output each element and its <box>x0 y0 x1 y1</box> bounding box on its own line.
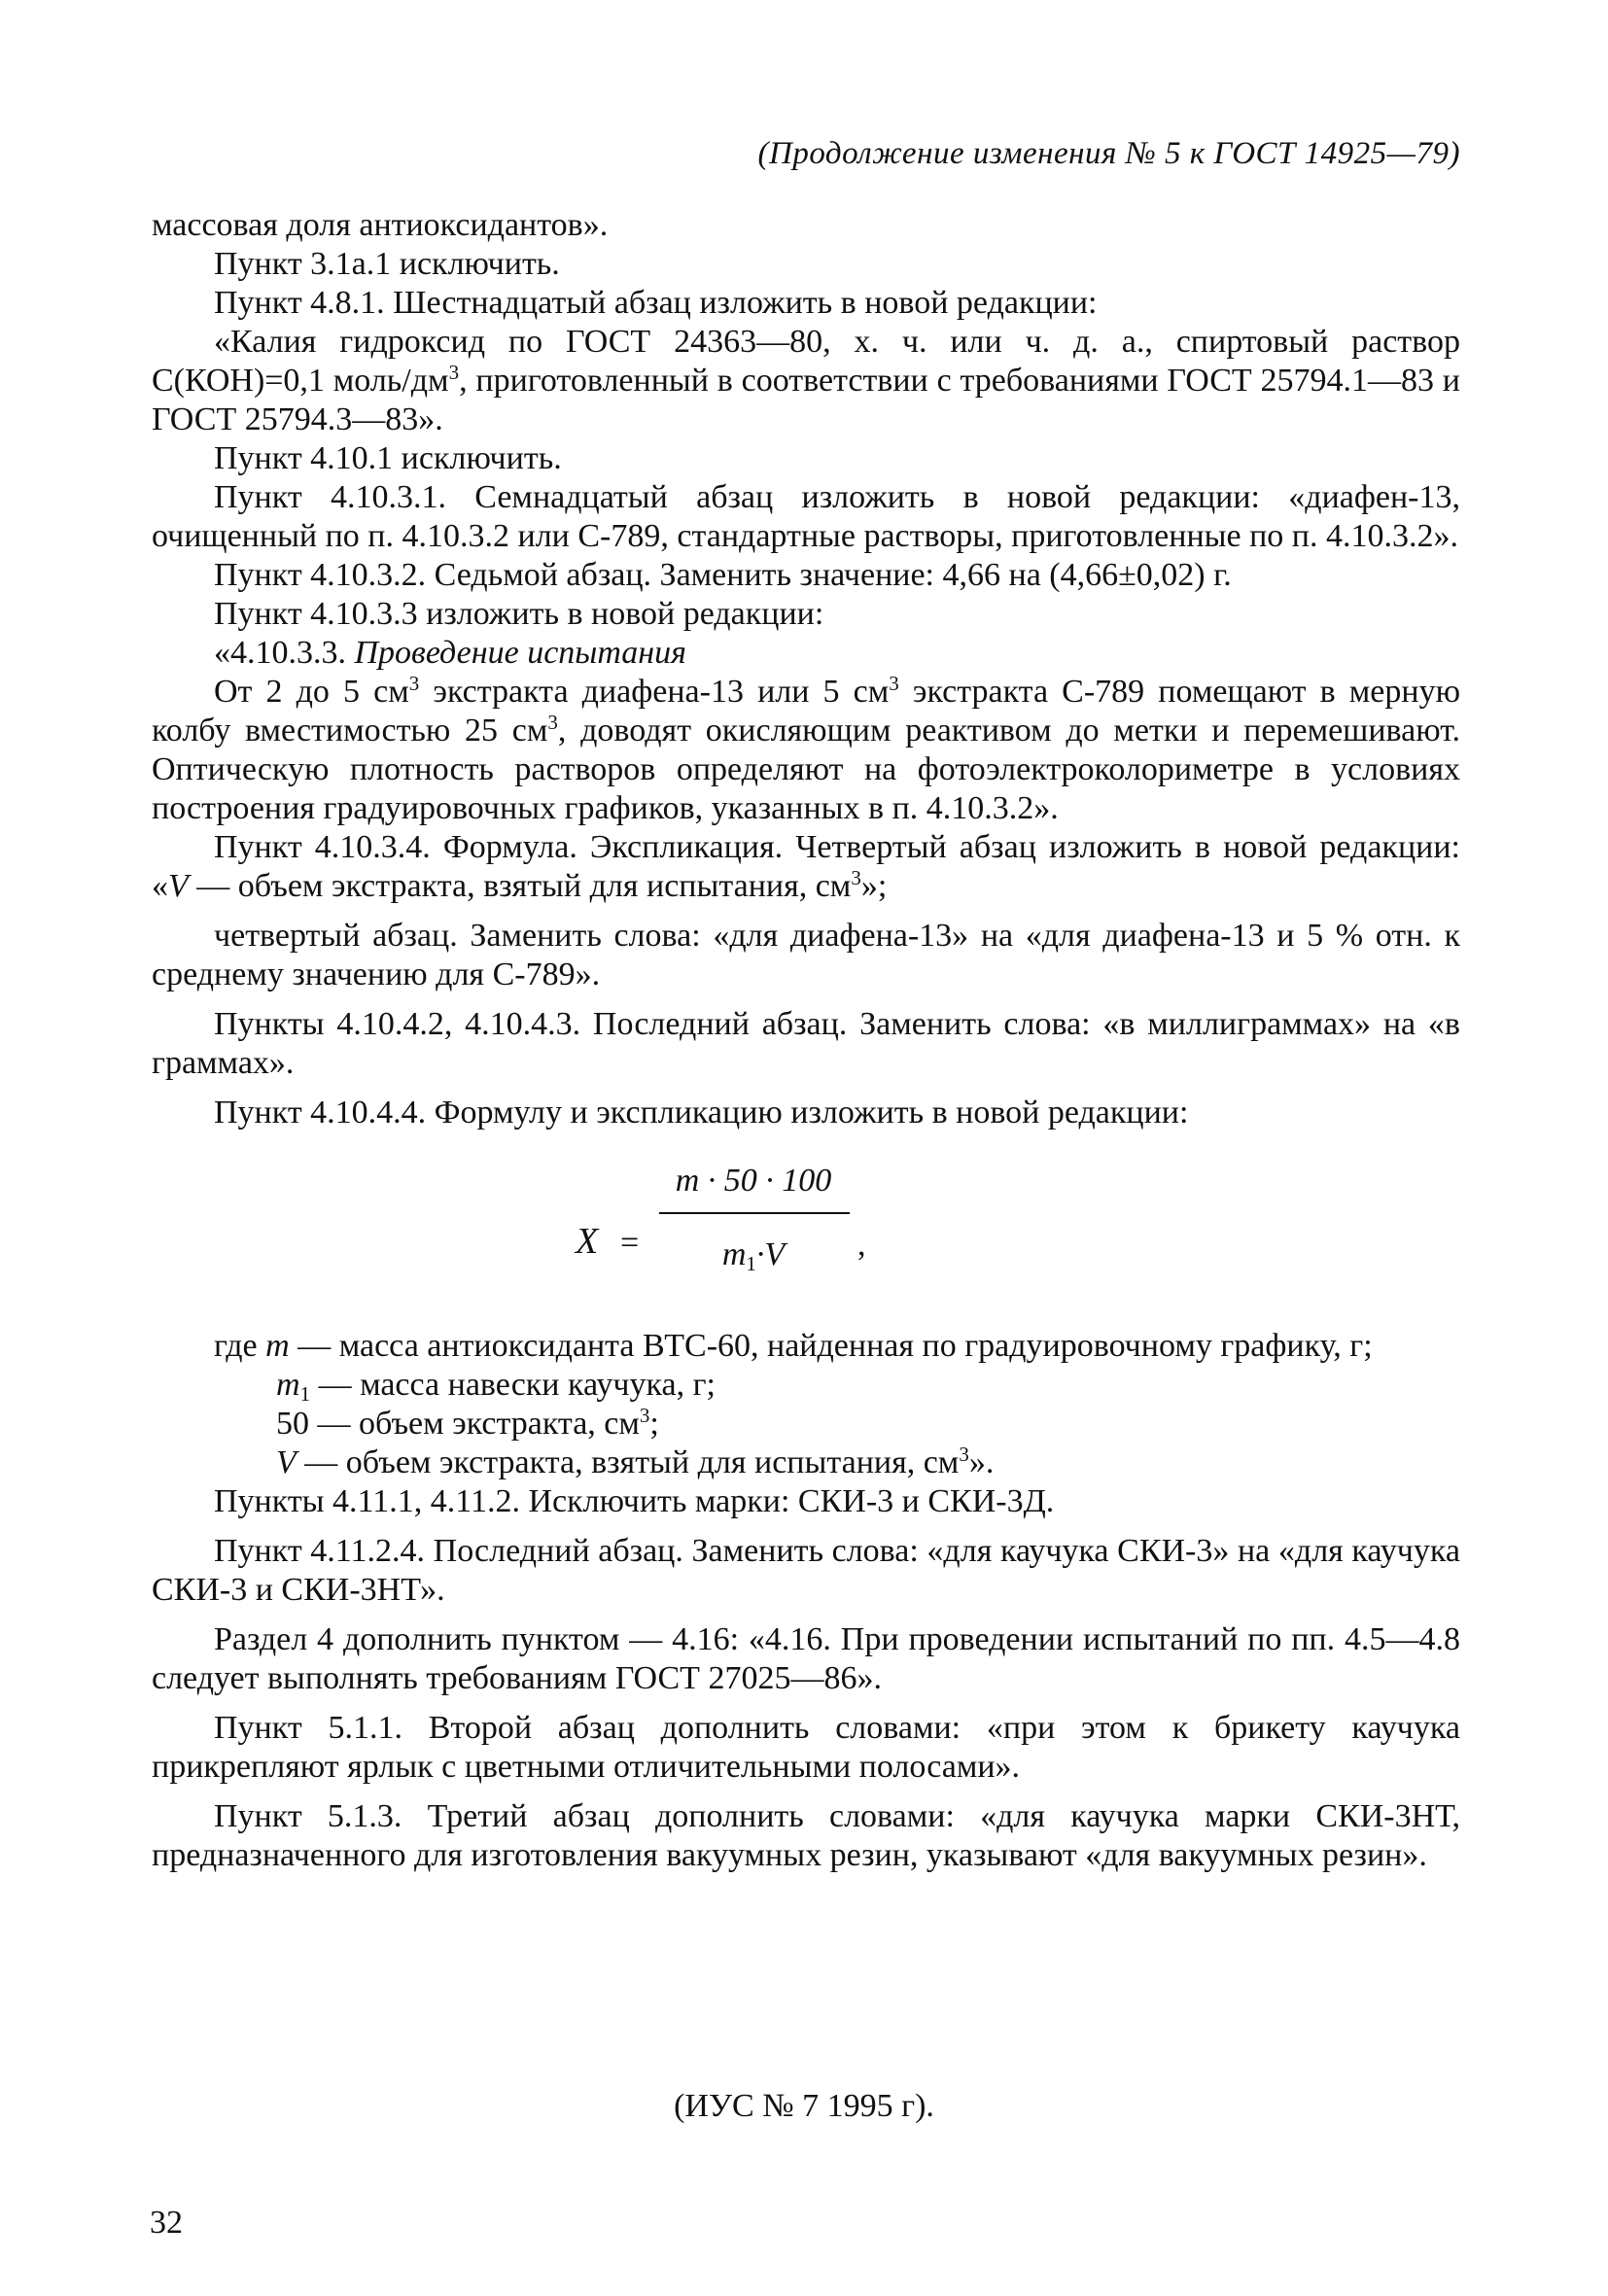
where-line <box>152 1405 1460 1444</box>
text-run: «Калия гидроксид по ГОСТ 24363—80, х. ч. или ч. д. а., спиртовый раствор <box>214 324 1460 360</box>
where-line <box>152 1444 1460 1482</box>
superscript: 3 <box>959 1443 969 1466</box>
text-run: , доводят окисляющим реактивом до метки и перемешивают. Оптическую плотность растворов определяют на фотоэлектроколориметре в условиях построения градуировочных графиков, указанных в п. 4.10.3.2». <box>152 713 1460 826</box>
paragraph: Пункт 5.1.1. Второй абзац дополнить словами: «при этом к брикету каучука прикрепляют ярлык с цветными отличительными полосами». <box>152 1710 1460 1785</box>
page-number: 32 <box>150 2205 183 2241</box>
paragraph: Пункт 4.8.1. Шестнадцатый абзац изложить в новой редакции: <box>214 285 1098 321</box>
paragraph: Пункты 4.10.4.2, 4.10.4.3. Последний абзац. Заменить слова: «в миллиграммах» на «в граммах». <box>152 1006 1460 1081</box>
paragraph: Пункт 4.10.4.4. Формулу и экспликацию изложить в новой редакции: <box>214 1095 1189 1131</box>
running-header: (Продолжение изменения № 5 к ГОСТ 14925—79) <box>757 136 1460 171</box>
variable-v: V <box>276 1444 297 1480</box>
variable-m1: m <box>276 1367 300 1403</box>
formula-lhs: X <box>576 1221 599 1262</box>
where-line <box>152 1366 1460 1405</box>
paragraph: Раздел 4 дополнить пунктом — 4.16: «4.16. При проведении испытаний по пп. 4.5—4.8 следует выполнять требованиям ГОСТ 27025—86». <box>152 1621 1460 1696</box>
paragraph: Пункт 3.1а.1 исключить. <box>214 246 560 282</box>
text-run: «4.10.3.3. <box>214 635 355 671</box>
superscript: 3 <box>889 672 899 695</box>
citation: (ИУС № 7 1995 г). <box>674 2088 934 2124</box>
text-run: — масса навески каучука, г; <box>310 1367 716 1403</box>
formula-equals: = <box>620 1225 640 1261</box>
formula-numerator: m · 50 · 100 <box>675 1163 832 1199</box>
paragraph-kalia <box>152 323 1460 439</box>
superscript: 3 <box>408 672 420 695</box>
paragraph: Пункт 4.10.3.1. Семнадцатый абзац изложить в новой редакции: «диафен-13, очищенный по п. 4.10.3.2 или С-789, стандартные растворы, приготовленные по п. 4.10.3.2». <box>152 479 1460 554</box>
text-run: где <box>214 1328 266 1364</box>
text-run: — объем экстракта, взятый для испытания, см <box>188 868 852 904</box>
fraction-bar <box>659 1212 850 1214</box>
paragraph: четвертый абзац. Заменить слова: «для диафена-13» на «для диафена-13 и 5 % отн. к среднему значению для С-789». <box>152 918 1460 992</box>
where-line <box>152 1327 1460 1366</box>
superscript: 3 <box>851 866 861 889</box>
text-run: — масса антиоксиданта ВТС-60, найденная по градуировочному графику, г; <box>289 1328 1373 1364</box>
formula-comma: , <box>857 1227 866 1263</box>
text-run: , приготовленный в соответствии с требованиями ГОСТ 25794.1—83 и ГОСТ 25794.3—83». <box>152 363 1460 437</box>
text-run: Пункт 4.10.3.4. Формула. Экспликация. Четвертый абзац изложить в новой редакции: « <box>152 829 1460 904</box>
paragraph: Пункт 4.11.2.4. Последний абзац. Заменить слова: «для каучука СКИ-3» на «для каучука СКИ-3 и СКИ-3НТ». <box>152 1533 1460 1608</box>
subscript: 1 <box>299 1382 311 1406</box>
variable-m: m <box>265 1328 290 1364</box>
paragraph: Пункт 4.10.3.2. Седьмой абзац. Заменить значение: 4,66 на (4,66±0,02) г. <box>214 557 1232 593</box>
text-run: С(КОН)=0,1 моль/дм <box>152 363 449 399</box>
paragraph-procedure <box>152 673 1460 828</box>
text-run: ». <box>968 1444 995 1480</box>
formula-denominator <box>661 1235 846 1274</box>
text-run: ; <box>649 1406 659 1442</box>
paragraph: Пункт 4.10.3.3 изложить в новой редакции: <box>214 596 824 632</box>
italic-heading: Проведение испытания <box>354 635 686 671</box>
superscript: 3 <box>547 711 558 734</box>
variable-v: V <box>168 868 189 904</box>
text-run: экстракта диафена-13 или 5 см <box>419 674 890 710</box>
den-sub: 1 <box>746 1252 756 1275</box>
paragraph-heading <box>152 634 1460 673</box>
text-run: »; <box>860 868 888 904</box>
den-m: m <box>721 1236 747 1272</box>
paragraph: массовая доля антиоксидантов». <box>152 207 609 243</box>
formula <box>152 1154 1460 1327</box>
superscript: 3 <box>448 361 460 384</box>
text-run: экстракта С-789 помещают в мерную колбу вместимостью 25 см <box>152 674 1460 748</box>
text-run: 50 — объем экстракта, см <box>276 1406 640 1442</box>
paragraph-explication <box>152 828 1460 906</box>
paragraph: Пункт 5.1.3. Третий абзац дополнить словами: «для каучука марки СКИ-3НТ, предназначенного для изготовления вакуумных резин, указывают «для вакуумных резин». <box>152 1798 1460 1873</box>
text-run: — объем экстракта, взятый для испытания, см <box>296 1444 960 1480</box>
paragraph: Пункты 4.11.1, 4.11.2. Исключить марки: СКИ-3 и СКИ-3Д. <box>214 1483 1055 1519</box>
text-run: От 2 до 5 см <box>214 674 409 710</box>
superscript: 3 <box>639 1404 650 1427</box>
paragraph: Пункт 4.10.1 исключить. <box>214 440 562 476</box>
den-rest: ·V <box>755 1236 786 1272</box>
document-body <box>152 206 1460 1875</box>
